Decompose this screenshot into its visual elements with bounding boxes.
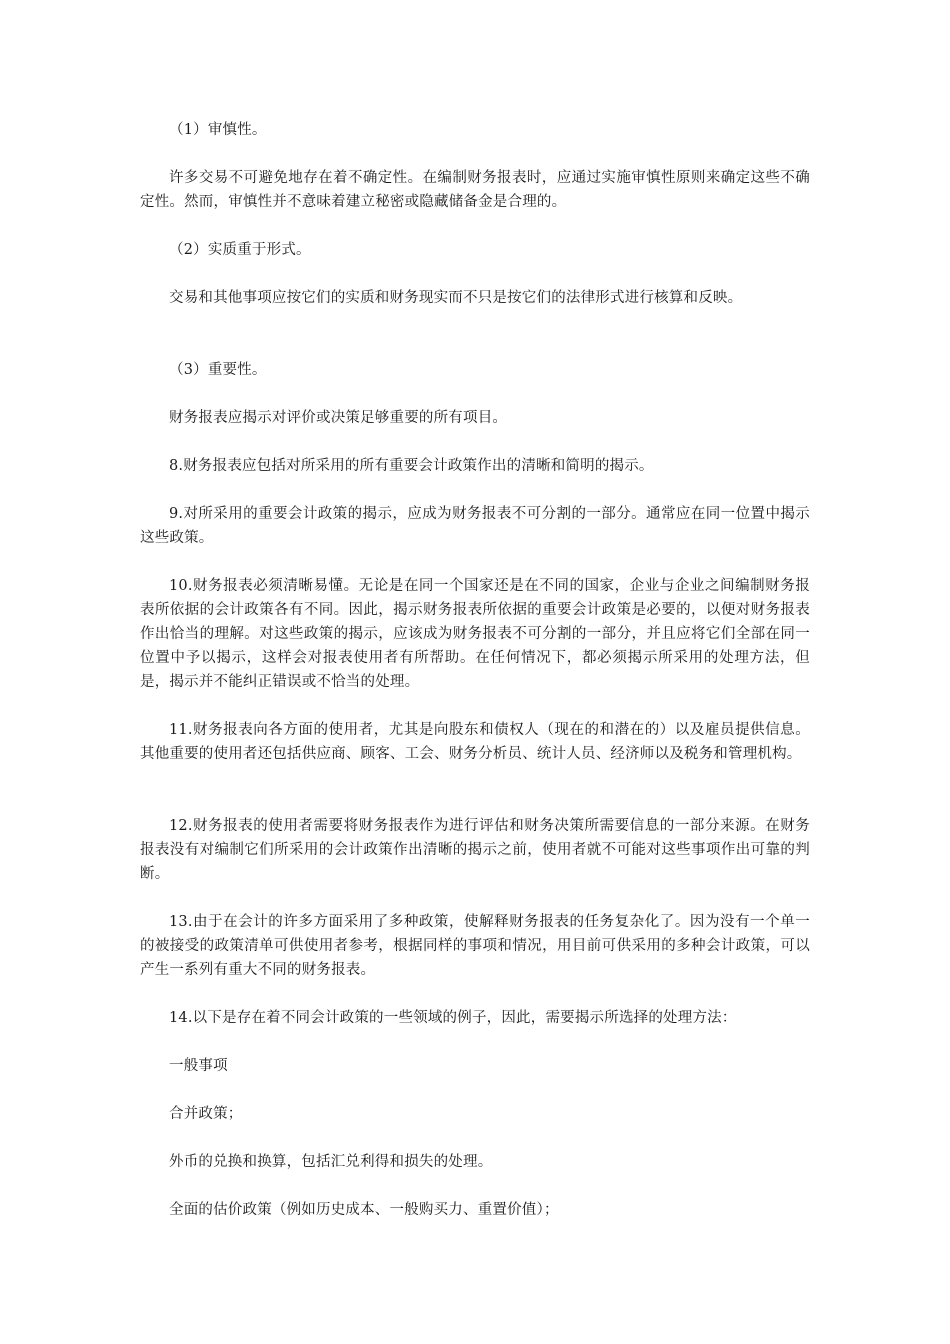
paragraph-general-matters: 一般事项 [169,1058,228,1074]
paragraph-item-10: 10.财务报表必须清晰易懂。无论是在同一个国家还是在不同的国家，企业与企业之间编制财务报表所依据的会计政策各有不同。因此，揭示财务报表所依据的重要会计政策是必要的，以便对财务报表作出恰当的理解。对这些政策的揭示，应该成为财务报表不可分割的一部分，并且应将它们全部在同一位置中予以揭示，这样会对报表使用者有所帮助。在任何情况下，都必须揭示所采用的处理方法，但是，揭示并不能纠正错误或不恰当的处理。 [140,578,810,690]
paragraph-materiality-heading: （3）重要性。 [169,362,267,378]
paragraph-item-8: 8.财务报表应包括对所采用的所有重要会计政策作出的清晰和简明的揭示。 [169,458,654,474]
paragraph-substance-body: 交易和其他事项应按它们的实质和财务现实而不只是按它们的法律形式进行核算和反映。 [169,290,743,306]
paragraph-item-9: 9.对所采用的重要会计政策的揭示，应成为财务报表不可分割的一部分。通常应在同一位置中揭示这些政策。 [140,506,810,546]
paragraph-item-11: 11.财务报表向各方面的使用者，尤其是向股东和债权人（现在的和潜在的）以及雇员提供信息。其他重要的使用者还包括供应商、顾客、工会、财务分析员、统计人员、经济师以及税务和管理机构。 [140,722,810,762]
paragraph-prudence-heading: （1）审慎性。 [169,122,267,138]
paragraph-valuation-policy: 全面的估价政策（例如历史成本、一般购买力、重置价值）； [169,1202,559,1218]
paragraph-consolidation-policy: 合并政策； [169,1106,243,1122]
paragraph-prudence-body: 许多交易不可避免地存在着不确定性。在编制财务报表时，应通过实施审慎性原则来确定这些不确定性。然而，审慎性并不意味着建立秘密或隐藏储备金是合理的。 [140,170,810,210]
paragraph-materiality-body: 财务报表应揭示对评价或决策足够重要的所有项目。 [169,410,508,426]
paragraph-foreign-currency: 外币的兑换和换算，包括汇兑利得和损失的处理。 [169,1154,493,1170]
paragraph-item-12: 12.财务报表的使用者需要将财务报表作为进行评估和财务决策所需要信息的一部分来源。在财务报表没有对编制它们所采用的会计政策作出清晰的揭示之前，使用者就不可能对这些事项作出可靠的判断。 [140,818,810,882]
paragraph-substance-heading: （2）实质重于形式。 [169,242,311,258]
paragraph-item-13: 13.由于在会计的许多方面采用了多种政策，使解释财务报表的任务复杂化了。因为没有一个单一的被接受的政策清单可供使用者参考，根据同样的事项和情况，用目前可供采用的多种会计政策，可以产生一系列有重大不同的财务报表。 [140,914,810,978]
paragraph-item-14: 14.以下是存在着不同会计政策的一些领域的例子，因此，需要揭示所选择的处理方法： [169,1010,737,1026]
